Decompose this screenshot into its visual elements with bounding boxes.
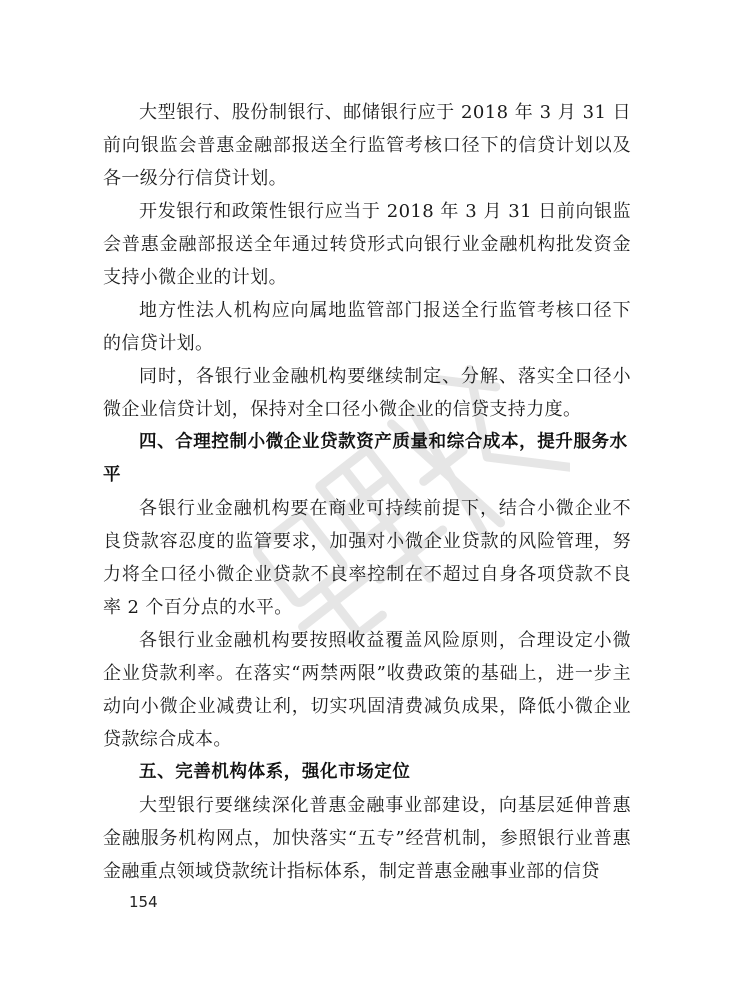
page-number: 154 bbox=[129, 893, 158, 911]
paragraph-credit-support: 同时，各银行业金融机构要继续制定、分解、落实全口径小微企业信贷计划，保持对全口径小微企业的信贷支持力度。 bbox=[103, 366, 631, 420]
paragraph-loan-rates: 各银行业金融机构要按照收益覆盖风险原则，合理设定小微企业贷款利率。在落实“两禁两限”收费政策的基础上，进一步主动向小微企业减费让利，切实巩固清费减负成果，降低小微企业贷款综合成本。 bbox=[103, 630, 631, 750]
paragraph-local-institutions: 地方性法人机构应向属地监管部门报送全行监管考核口径下的信贷计划。 bbox=[103, 300, 631, 354]
section-heading-4: 四、合理控制小微企业贷款资产质量和综合成本，提升服务水平 bbox=[103, 432, 628, 485]
paragraph-policy-bank-plan: 开发银行和政策性银行应当于 2018 年 3 月 31 日前向银监会普惠金融部报送全年通过转贷形式向银行业金融机构批发资金支持小微企业的计划。 bbox=[103, 201, 631, 288]
document-body bbox=[103, 96, 631, 888]
paragraph-risk-management: 各银行业金融机构要在商业可持续前提下，结合小微企业不良贷款容忍度的监管要求，加强对小微企业贷款的风险管理，努力将全口径小微企业贷款不良率控制在不超过自身各项贷款不良率 2 个百分点的水平。 bbox=[103, 498, 631, 618]
section-heading-5: 五、完善机构体系，强化市场定位 bbox=[139, 762, 411, 782]
paragraph-bank-plan: 大型银行、股份制银行、邮储银行应于 2018 年 3 月 31 日前向银监会普惠金融部报送全行监管考核口径下的信贷计划以及各一级分行信贷计划。 bbox=[103, 102, 631, 189]
paragraph-inclusive-finance: 大型银行要继续深化普惠金融事业部建设，向基层延伸普惠金融服务机构网点，加快落实“五专”经营机制，参照银行业普惠金融重点领域贷款统计指标体系，制定普惠金融事业部的信贷 bbox=[103, 795, 631, 882]
